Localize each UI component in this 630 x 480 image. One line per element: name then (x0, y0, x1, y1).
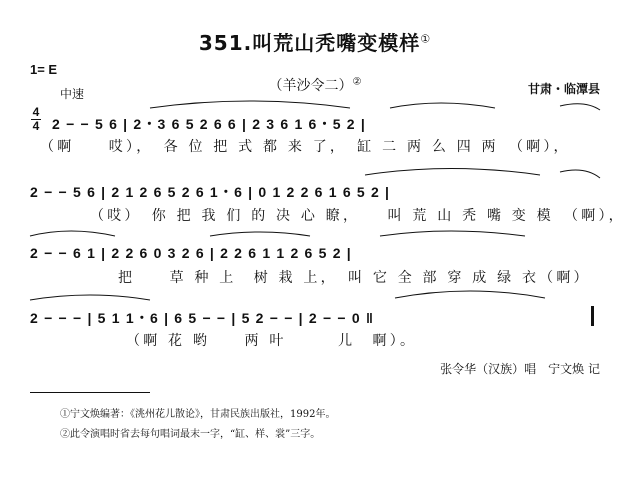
lyric-line-2: （哎） 你 把 我 们 的 决 心 瞭， 叫 荒 山 秃 嘴 变 模 （啊）， (90, 208, 626, 224)
lyric-line-1: （啊 哎）， 各 位 把 式 都 来 了， 缸 二 两 么 四 两 （啊）， (40, 139, 571, 155)
lyric-line-3: 把 草 种 上 树 栽 上， 叫 它 全 部 穿 成 绿 衣（啊） (118, 270, 591, 286)
slur-4b (395, 291, 545, 298)
footnote-divider (30, 392, 150, 393)
key-signature: 1= E (30, 62, 58, 77)
region-label: 甘肃・临潭县 (527, 82, 600, 96)
tie-end-1 (560, 104, 600, 110)
song-title: 351.叫荒山秃嘴变模样① (198, 31, 432, 55)
slur-3c (380, 231, 525, 236)
song-subtitle: （羊沙令二）② (268, 76, 362, 94)
slur-3a (30, 231, 115, 236)
notation-line-1: 2 − − 5 6 | 2・3 6 5 2 6 6 | 2 3 6 1 6・5 2 | (52, 116, 366, 132)
final-barline (591, 306, 594, 326)
footnote-1: ①宁文焕编著：《洮州花儿散论》，甘肃民族出版社，1992年。 (60, 409, 336, 420)
slur-1b (390, 103, 495, 108)
slur-3b (210, 232, 310, 236)
notation-line-4: 2 − − − | 5 1 1・6 | 6 5 − − | 5 2 − − | 2 − − 0 ‖ (30, 310, 375, 326)
subtitle-footnote-mark: ② (352, 76, 362, 88)
notation-line-3: 2 − − 6 1 | 2 2 6 0 3 2 6 | 2 2 6 1 1 2 6 5 2 | (30, 245, 352, 261)
performer-credit: 张令华（汉族）唱 宁文焕 记 (440, 362, 600, 376)
notation-line-2: 2 − − 5 6 | 2 1 2 6 5 2 6 1・6 | 0 1 2 2 6 1 6 5 2 | (30, 184, 391, 200)
slur-1a (150, 101, 350, 108)
tie-end-2 (560, 170, 600, 178)
slur-4a (30, 295, 150, 300)
tempo-marking: 中速 (60, 87, 85, 101)
title-footnote-mark: ① (420, 32, 432, 46)
footnote-2: ②此令演唱时省去每句唱词最末一字，“缸、样、裳”三字。 (60, 429, 321, 440)
slur-2a (365, 169, 540, 176)
time-signature-bottom: 4 (32, 119, 40, 133)
lyric-line-4: （啊 花 哟 两 叶 儿 啊）。 (126, 333, 418, 349)
time-signature-top: 4 (32, 105, 40, 119)
